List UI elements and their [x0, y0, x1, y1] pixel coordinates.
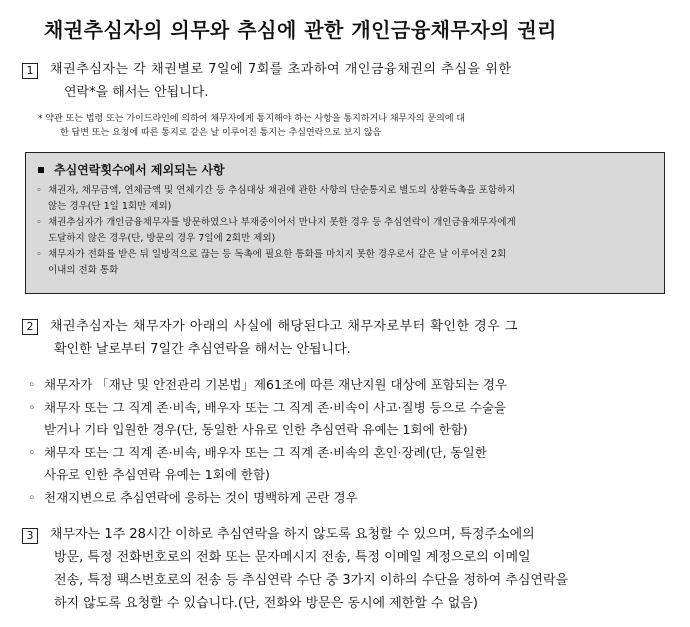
section-3-number: 3 — [22, 528, 38, 544]
square-bullet-icon — [38, 167, 44, 173]
exclusions-box-title — [38, 161, 225, 178]
exclusion-item-2-line-2: 도달하지 않은 경우(단, 방문의 경우 7일에 2회만 제외) — [48, 232, 276, 244]
section-1-number: 1 — [22, 63, 38, 79]
exclusion-item-2-line-1: 채권추심자가 개인금융채무자를 방문하였으나 부재중이어서 만나지 못한 경우 등 추심연락이 개인금융채무자에게 — [48, 217, 516, 228]
exclusion-item-1-line-1: 채권자, 채무금액, 연체금액 및 연체기간 등 추심대상 채권에 관한 사항의 단순통지로 별도의 상환독촉을 포함하지 — [48, 185, 516, 196]
section-2-item-3-line-1: 채무자 또는 그 직계 존·비속, 배우자 또는 그 직계 존·비속의 혼인·장례(단, 동일한 — [44, 444, 487, 460]
section-2-paragraph — [50, 315, 634, 361]
section-2-list — [28, 374, 507, 509]
section-3-line-2: 방문, 특정 전화번호로의 전화 또는 문자메시지 전송, 특정 이메일 계정으로의 이메일 — [54, 550, 531, 565]
list-item — [28, 442, 507, 487]
section-2-item-4-line-1: 천재지변으로 추심연락에 응하는 것이 명백하게 곤란 경우 — [44, 489, 358, 505]
section-1-line-2: 연락*을 해서는 안됩니다. — [64, 85, 209, 100]
section-2-item-1-line-1: 채무자가 「재난 및 안전관리 기본법」제61조에 따른 재난지원 대상에 포함되는 경우 — [44, 377, 508, 392]
note-line-2: 한 답변 또는 요청에 따른 통지로 같은 날 이루어진 통지는 추심연락으로 보지 않음 — [60, 128, 382, 138]
exclusion-item — [36, 183, 656, 214]
section-3-line-3: 전송, 특정 팩스번호로의 전송 등 추심연락 수단 중 3가지 이하의 수단을 정하여 추심연락을 — [54, 573, 569, 588]
exclusion-item-3-line-1: 채무자가 전화를 받은 뒤 일방적으로 끊는 등 독촉에 필요한 통화를 마치지 못한 경우로서 같은 날 이루어진 2회 — [48, 249, 507, 260]
section-2-line-2: 확인한 날로부터 7일간 추심연락을 해서는 안됩니다. — [54, 342, 351, 357]
bullet-icon: ◦ — [28, 377, 36, 392]
bullet-icon: ◦ — [36, 217, 42, 228]
section-2-item-2-line-1: 채무자 또는 그 직계 존·비속, 배우자 또는 그 직계 존·비속이 사고·질병 등으로 수술을 — [44, 399, 507, 415]
section-1-paragraph — [50, 58, 634, 104]
section-3-paragraph — [50, 523, 634, 615]
bullet-icon: ◦ — [36, 249, 42, 260]
section-1-note — [38, 112, 465, 140]
section-2-item-2-line-2: 받거나 기타 입원한 경우(단, 동일한 사유로 인한 추심연락 유예는 1회에 한함) — [44, 422, 468, 437]
section-2-number: 2 — [22, 319, 38, 335]
page-title: 채권추심자의 의무와 추심에 관한 개인금융채무자의 권리 — [44, 18, 557, 42]
list-item — [28, 397, 507, 442]
exclusions-box — [25, 152, 665, 294]
section-2-line-1: 채권추심자는 채무자가 아래의 사실에 해당된다고 채무자로부터 확인한 경우 그 — [50, 319, 518, 334]
exclusions-box-title-text: 추심연락횟수에서 제외되는 사항 — [54, 163, 225, 177]
bullet-icon: ◦ — [36, 185, 42, 196]
bullet-icon: ◦ — [28, 489, 36, 505]
section-1-line-1: 채권추심자는 각 채권별로 7일에 7회를 초과하여 개인금융채권의 추심을 위한 — [50, 62, 512, 77]
list-item — [28, 374, 507, 397]
exclusions-list — [36, 183, 656, 279]
note-line-1: * 약관 또는 법령 또는 가이드라인에 의하여 채무자에게 통지해야 하는 사항을 통지하거나 채무자의 문의에 대 — [38, 114, 466, 124]
exclusion-item — [36, 247, 656, 278]
section-3-line-4: 하지 않도록 요청할 수 있습니다.(단, 전화와 방문은 동시에 제한할 수 없음) — [54, 596, 478, 611]
exclusion-item — [36, 215, 656, 246]
bullet-icon: ◦ — [28, 444, 36, 460]
exclusion-item-1-line-2: 않는 경우(단 1일 1회만 제외) — [48, 200, 172, 212]
section-2-item-3-line-2: 사유로 인한 추심연락 유예는 1회에 한함) — [44, 467, 270, 482]
exclusion-item-3-line-2: 이내의 전화 통화 — [48, 264, 119, 276]
bullet-icon: ◦ — [28, 399, 36, 415]
list-item — [28, 487, 507, 510]
section-3-line-1: 채무자는 1주 28시간 이하로 추심연락을 하지 않도록 요청할 수 있으며, 특정주소에의 — [50, 527, 535, 542]
